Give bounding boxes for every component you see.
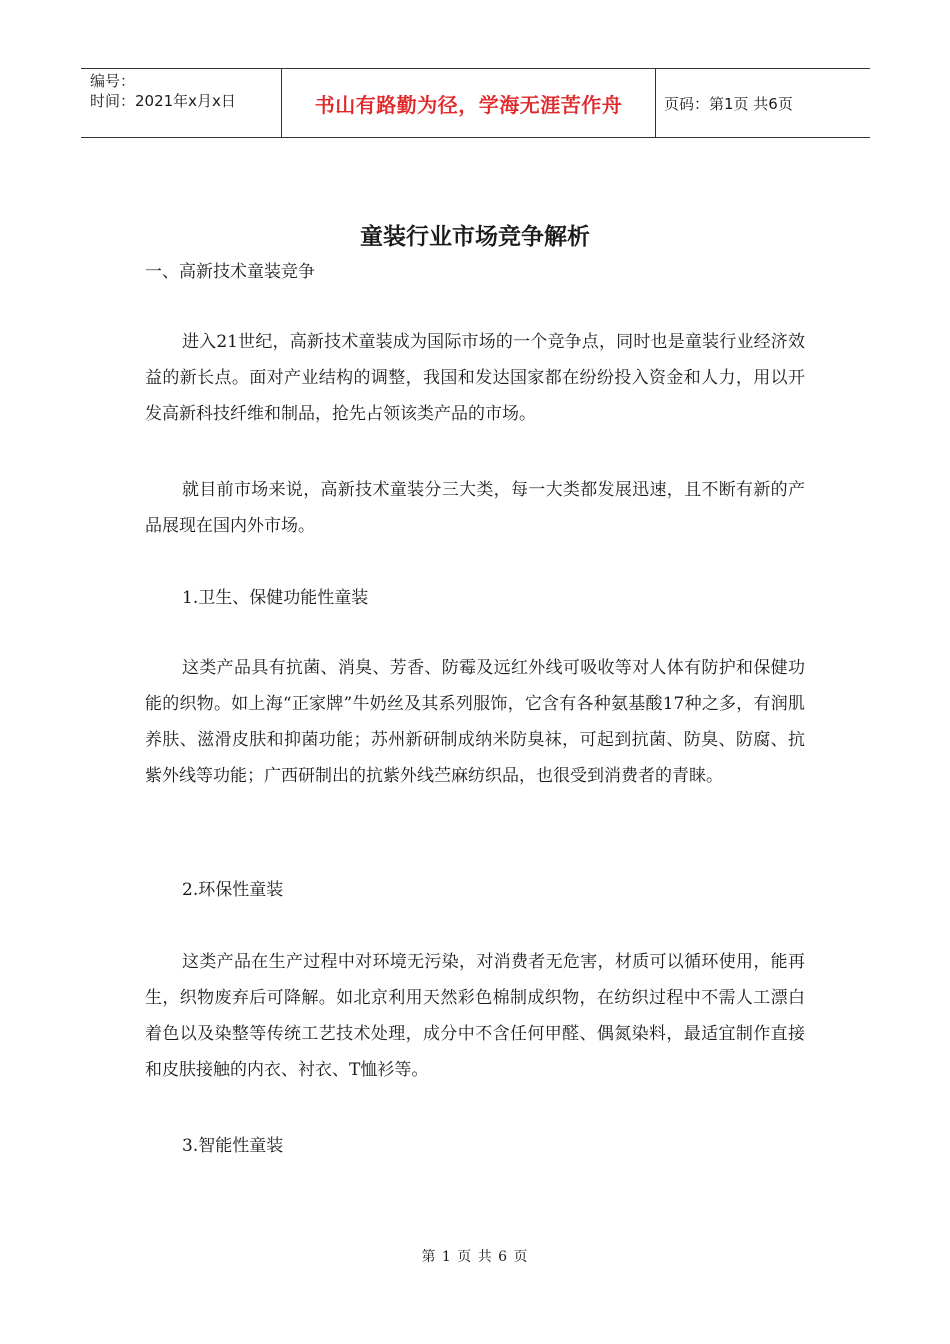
page-footer: 第 1 页 共 6 页: [421, 1249, 529, 1265]
header-meta: [81, 69, 281, 137]
paragraph: [145, 944, 805, 1088]
paragraph: [145, 650, 805, 794]
paragraph: [145, 324, 805, 432]
page-label: 页码：第1页 共6页: [664, 94, 793, 113]
motto: 书山有路勤为径，学海无涯苦作舟: [314, 92, 623, 117]
paragraph-text: 这类产品在生产过程中对环境无污染，对消费者无危害，材质可以循环使用，能再生，织物废弃后可降解。如北京利用天然彩色棉制成织物，在纺织过程中不需人工漂白着色以及染整等传统工艺技术处理，成分中不含任何甲醛、偶氮染料，最适宜制作直接和皮肤接触的内衣、衬衣、T恤衫等。: [145, 952, 805, 1080]
serial-label: 编号：: [90, 72, 136, 90]
section-heading: 一、高新技术童装竞争: [145, 262, 315, 282]
paragraph-text: 这类产品具有抗菌、消臭、芳香、防霉及远红外线可吸收等对人体有防护和保健功能的织物。如上海“正家牌”牛奶丝及其系列服饰，它含有各种氨基酸17种之多，有润肌养肤、滋滑皮肤和抑菌功能；苏州新研制成纳米防臭袜，可起到抗菌、防臭、防腐、抗紫外线等功能；广西研制出的抗紫外线苎麻纺织品，也很受到消费者的青睐。: [145, 658, 805, 786]
subsection-heading: 2.环保性童装: [182, 880, 284, 900]
subsection-heading: 1.卫生、保健功能性童装: [182, 588, 369, 608]
document-header: [81, 68, 870, 138]
subsection-heading: 3.智能性童装: [182, 1136, 284, 1156]
paragraph-text: 就目前市场来说，高新技术童装分三大类，每一大类都发展迅速，且不断有新的产品展现在国内外市场。: [145, 480, 805, 536]
paragraph: [145, 472, 805, 544]
time-label: 时间：2021年x月x日: [90, 92, 236, 110]
header-motto-cell: [281, 69, 656, 137]
paragraph-text: 进入21世纪，高新技术童装成为国际市场的一个竞争点，同时也是童装行业经济效益的新长点。面对产业结构的调整，我国和发达国家都在纷纷投入资金和人力，用以开发高新科技纤维和制品，抢先占领该类产品的市场。: [145, 332, 805, 424]
page-title: 童装行业市场竞争解析: [360, 224, 590, 250]
header-page-cell: [654, 69, 870, 137]
